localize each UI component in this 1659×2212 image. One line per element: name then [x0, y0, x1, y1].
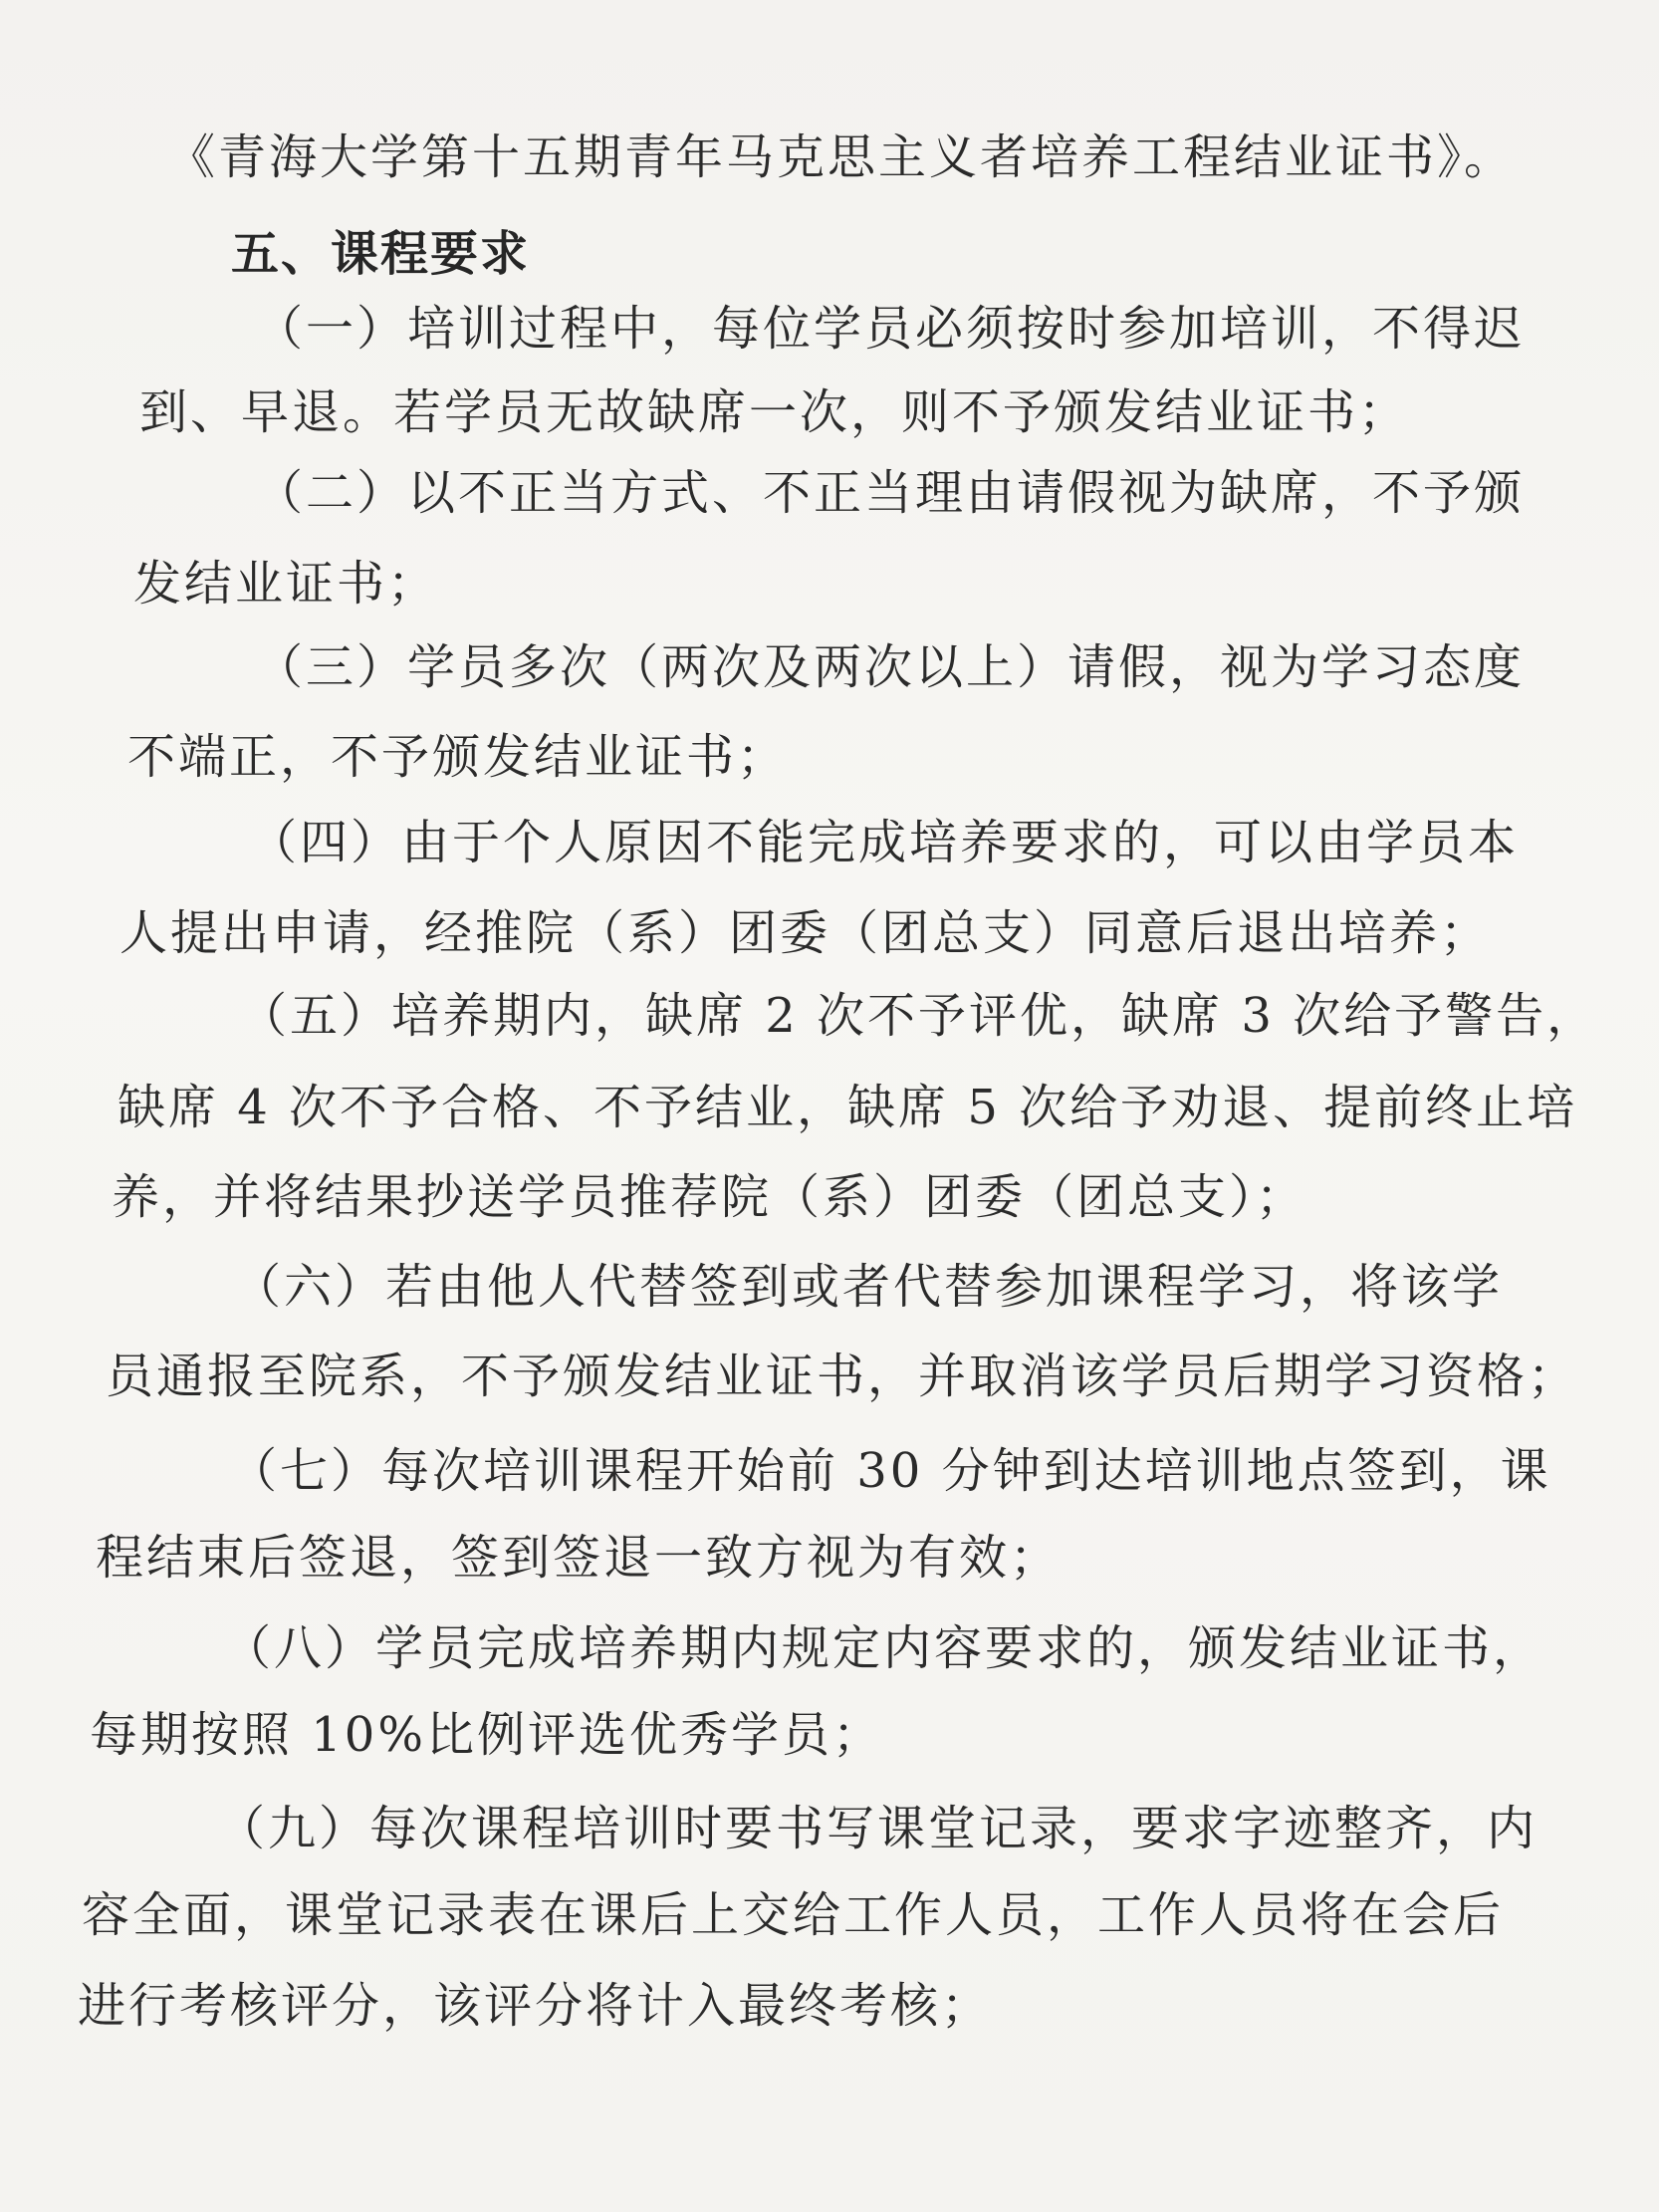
certificate-title-line: 《青海大学第十五期青年马克思主义者培养工程结业证书》。: [167, 129, 1516, 185]
requirement-9-line-2: 容全面，课堂记录表在课后上交给工作人员，工作人员将在会后: [82, 1887, 1505, 1943]
requirement-8-line-1: （八）学员完成培养期内规定内容要求的，颁发结业证书，: [223, 1620, 1544, 1676]
requirement-9-line-3: 进行考核评分，该评分将计入最终考核；: [78, 1978, 993, 2034]
requirement-5-line-2: 缺席 4 次不予合格、不予结业，缺席 5 次给予劝退、提前终止培: [118, 1080, 1578, 1135]
requirement-6-line-1: （六）若由他人代替签到或者代替参加课程学习，将该学: [233, 1259, 1504, 1315]
requirement-7-line-1: （七）每次培训课程开始前 30 分钟到达培训地点签到，课: [229, 1443, 1551, 1499]
requirement-2-line-2: 发结业证书；: [133, 556, 439, 612]
requirement-2-line-1: （二）以不正当方式、不正当理由请假视为缺席，不予颁: [255, 465, 1526, 521]
requirement-3-line-1: （三）学员多次（两次及两次以上）请假，视为学习态度: [255, 639, 1526, 695]
requirement-5-line-1: （五）培养期内，缺席 2 次不予评优，缺席 3 次给予警告，: [239, 988, 1598, 1044]
requirement-8-line-2: 每期按照 10%比例评选优秀学员；: [90, 1707, 883, 1763]
requirement-5-line-3: 养，并将结果抄送学员推荐院（系）团委（团总支）；: [112, 1169, 1307, 1225]
requirement-3-line-2: 不端正，不予颁发结业证书；: [127, 729, 789, 785]
requirement-1-line-2: 到、早退。若学员无故缺席一次，则不予颁发结业证书；: [139, 384, 1410, 440]
section-heading-course-requirements: 五、课程要求: [231, 226, 531, 282]
requirement-4-line-1: （四）由于个人原因不能完成培养要求的，可以由学员本: [249, 815, 1520, 870]
requirement-7-line-2: 程结束后签退，签到签退一致方视为有效；: [96, 1530, 1062, 1586]
requirement-4-line-2: 人提出申请，经推院（系）团委（团总支）同意后退出培养；: [119, 905, 1492, 961]
requirement-9-line-1: （九）每次课程培训时要书写课堂记录，要求字迹整齐，内: [217, 1801, 1539, 1856]
requirement-1-line-1: （一）培训过程中，每位学员必须按时参加培训，不得迟: [255, 301, 1526, 357]
requirement-6-line-2: 员通报至院系，不予颁发结业证书，并取消该学员后期学习资格；: [106, 1349, 1579, 1404]
